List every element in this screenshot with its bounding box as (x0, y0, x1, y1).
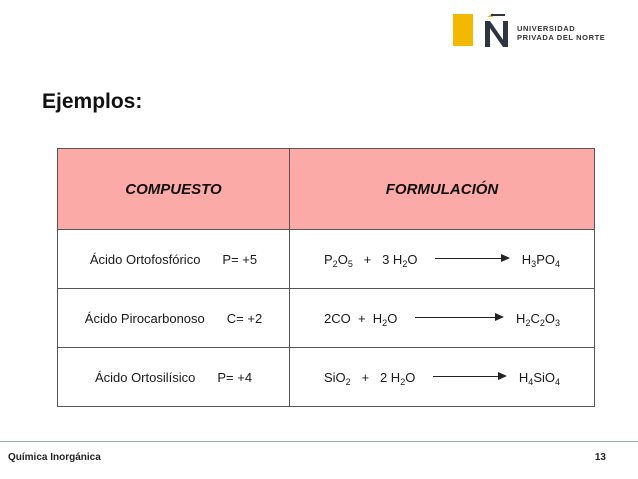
valence-value: P= +5 (222, 251, 258, 267)
footer-course: Química Inorgánica (8, 452, 101, 463)
university-logo-text (517, 24, 605, 42)
reactants: SiO$_2$ + 2 $H_2O$ (324, 369, 416, 387)
slide-title: Ejemplos: (42, 90, 143, 113)
reaction-arrow-icon (435, 254, 509, 264)
reaction-arrow-icon (433, 372, 507, 382)
compound-cell (58, 230, 290, 289)
logo-line-2: PRIVADA DEL NORTE (517, 33, 606, 42)
reactants: $2CO + H_2O$ (324, 310, 398, 328)
table-row (58, 348, 595, 407)
logo-yellow-bar (453, 14, 473, 46)
formulation-cell (290, 230, 595, 289)
table-row (58, 289, 595, 348)
table-header-row (58, 149, 595, 230)
reactants: $P_2O_5 + 3$ $H_2O$ (324, 251, 418, 269)
compound-name: Ácido Ortofosfórico (89, 251, 201, 267)
product: $H_4SiO_4$ (518, 369, 560, 387)
university-logo-icon (481, 13, 513, 49)
footer-divider (0, 441, 638, 442)
valence-value: C= +2 (226, 310, 263, 326)
product: $H_3PO_4$ (521, 251, 560, 269)
product: $H_2C_2O_3$ (516, 310, 560, 328)
compounds-table (57, 148, 595, 407)
compound-cell (58, 348, 290, 407)
formulation-cell (290, 348, 595, 407)
compound-cell (58, 289, 290, 348)
page-number: 13 (594, 452, 606, 463)
header-compuesto: COMPUESTO (58, 149, 290, 230)
compound-name: Ácido Pirocarbonoso (84, 310, 205, 326)
reaction-arrow-icon (415, 313, 504, 323)
header-formulacion: FORMULACIÓN (290, 149, 595, 230)
logo-line-1: UNIVERSIDAD (517, 24, 576, 33)
compound-name: Ácido Ortosilísico (94, 369, 196, 385)
table-row (58, 230, 595, 289)
valence-value: P= +4 (217, 369, 253, 385)
formulation-cell (290, 289, 595, 348)
